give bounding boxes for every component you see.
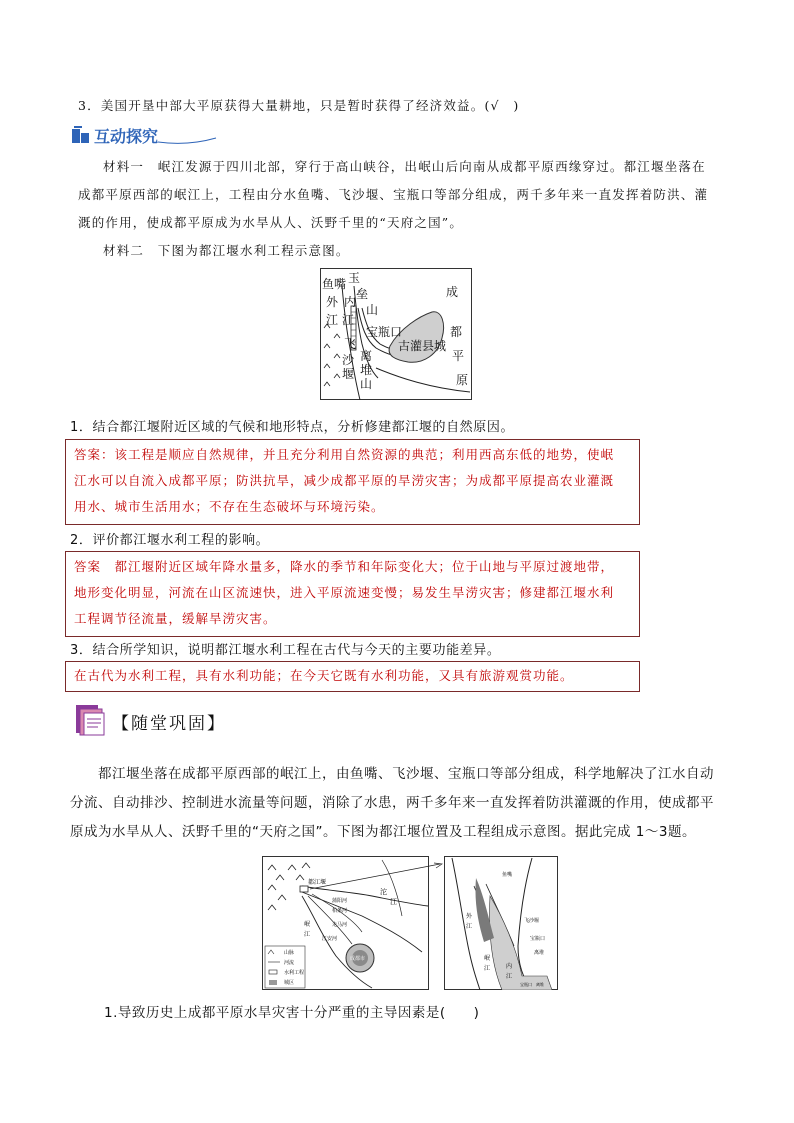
question-2: 2．评价都江堰水利工程的影响。 xyxy=(70,533,270,548)
map2-left-label-7: 岷 xyxy=(304,921,311,928)
map2-left-label-2: 江 xyxy=(390,898,397,906)
consolidation-title: 【随堂巩固】 xyxy=(112,713,226,734)
consolidation-question-1: 1.导致历史上成都平原水旱灾害十分严重的主导因素是( ) xyxy=(104,1005,480,1021)
map1-label-2: 玉 xyxy=(348,271,361,285)
interactive-explore-icon xyxy=(70,126,92,146)
answer-box-3 xyxy=(65,661,640,692)
dujiangyan-schematic-map xyxy=(320,268,472,400)
map2-right-label-7: 江 xyxy=(506,973,513,980)
answer-3-line-1: 在古代为水利工程，具有水利功能；在今天它既有水利功能，又具有旅游观赏功能。 xyxy=(74,668,574,683)
map1-label-9: 宝瓶口 xyxy=(366,325,403,339)
map2-left-label-5: 走马河 xyxy=(332,922,348,928)
question-1: 1．结合都江堰附近区域的气候和地形特点，分析修建都江堰的自然原因。 xyxy=(70,420,515,435)
map1-label-17: 堰 xyxy=(342,367,355,381)
answer-2-line-1: 答案 都江堰附近区域年降水量多，降水的季节和年际变化大；位于山地与平原过渡地带， xyxy=(74,559,615,574)
map2-right-label-1: 飞沙堰 xyxy=(524,918,540,924)
question-3: 3．结合所学知识，说明都江堰水利工程在古代与今天的主要功能差异。 xyxy=(70,643,501,658)
map1-label-20: 山 xyxy=(360,377,373,391)
answer-1-line-3: 用水、城市生活用水；不存在生态破坏与环境污染。 xyxy=(74,499,385,514)
map2-legend-urban: 城区 xyxy=(284,980,295,986)
map1-label-8: 江 xyxy=(342,313,355,327)
map2-left-label-4: 柏条河 xyxy=(332,908,348,914)
map1-label-16: 沙 xyxy=(342,353,355,367)
passage-line-2: 分流、自动排沙、控制进水流量等问题，消除了水患，两千多年来一直发挥着防洪灌溉的作用，使成都平 xyxy=(70,795,714,811)
map2-right-label-11: 离堆 xyxy=(536,982,544,987)
material1-line-1: 材料一 岷江发源于四川北部，穿行于高山峡谷，出岷山后向南从成都平原西缘穿过。都江堰坐落在 xyxy=(103,159,706,174)
map1-label-10: 成 xyxy=(446,285,459,299)
map1-label-7: 江 xyxy=(326,313,339,327)
map2-left-label-9: 成都市 xyxy=(350,956,366,962)
map2-legend-mountain: 山脉 xyxy=(284,950,295,956)
answer-box-2 xyxy=(65,551,640,637)
map2-right-label-6: 内 xyxy=(506,963,513,970)
section-heading xyxy=(70,124,218,147)
answer-2-line-3: 工程调节径流量，缓解旱涝灾害。 xyxy=(74,611,277,626)
map2-legend-works: 水利工程 xyxy=(284,970,305,976)
map2-right-label-5: 江 xyxy=(484,965,491,972)
map1-label-18: 离 xyxy=(360,349,373,363)
material2-caption: 材料二 下图为都江堰水利工程示意图。 xyxy=(103,243,350,258)
map2-right-label-8: 外 xyxy=(466,913,473,920)
passage xyxy=(70,760,730,847)
book-stack-icon xyxy=(72,703,108,739)
map2-legend-river: 河流 xyxy=(284,960,295,966)
material1-line-2: 成都平原西部的岷江上，工程由分水鱼嘴、飞沙堰、宝瓶口等部分组成，两千多年来一直发挥着防洪、灌 xyxy=(78,187,709,202)
answer-2-line-2: 地形变化明显，河流在山区流速快，进入平原流速变慢；易发生旱涝灾害；修建都江堰水利 xyxy=(74,585,615,600)
map2-left-label-3: 蒲阳河 xyxy=(332,898,348,904)
passage-line-3: 原成为水旱从人、沃野千里的“天府之国”。下图为都江堰位置及工程组成示意图。据此完成 1～3题。 xyxy=(70,824,696,840)
map1-label-0: 鱼 xyxy=(322,277,335,291)
answer-box-1 xyxy=(65,439,640,525)
map1-label-13: 原 xyxy=(456,373,469,387)
map2-left-label-8: 江 xyxy=(304,931,311,938)
dujiangyan-location-map xyxy=(262,856,558,990)
map1-label-6: 内 xyxy=(344,295,357,309)
title-underline-decoration xyxy=(158,126,218,146)
material1-line-3: 溉的作用，使成都平原成为水旱从人、沃野千里的“天府之国”。 xyxy=(78,215,464,230)
map2-right-label-9: 江 xyxy=(466,923,473,930)
map2-left-label-6: 江安河 xyxy=(322,936,338,942)
map2-right-label-2: 宝瓶口 xyxy=(530,936,546,942)
answer-1-line-2: 江水可以自流入成都平原；防洪抗旱，减少成都平原的旱涝灾害；为成都平原提高农业灌溉 xyxy=(74,473,615,488)
answer-1-line-1: 答案：该工程是顺应自然规律，并且充分利用自然资源的典范；利用西高东低的地势，使岷 xyxy=(74,447,615,462)
map1-label-14: 古灌县城 xyxy=(398,339,447,353)
map2-left-label-1: 沱 xyxy=(380,888,387,896)
passage-line-1: 都江堰坐落在成都平原西部的岷江上，由鱼嘴、飞沙堰、宝瓶口等部分组成，科学地解决了江水自动 xyxy=(98,766,714,782)
map1-label-4: 山 xyxy=(366,303,379,317)
map1-label-12: 平 xyxy=(452,349,465,363)
map2-right-label-10: 宝瓶口 xyxy=(520,982,532,987)
map1-label-11: 都 xyxy=(450,325,463,339)
map1-label-15: 飞 xyxy=(344,337,357,351)
map1-label-1: 嘴 xyxy=(334,277,347,291)
map1-label-3: 垒 xyxy=(356,287,369,301)
map2-left-label-0: 都江堰 xyxy=(308,879,327,886)
map1-label-5: 外 xyxy=(326,295,339,309)
map1-label-19: 堆 xyxy=(360,363,373,377)
map2-right-label-0: 鱼嘴 xyxy=(502,872,513,878)
consolidation-heading xyxy=(72,703,226,739)
map2-right-label-3: 离堆 xyxy=(534,950,545,956)
item-3-statement: 3．美国开垦中部大平原获得大量耕地，只是暂时获得了经济效益。(√ ) xyxy=(78,98,520,113)
map2-right-label-4: 岷 xyxy=(484,955,491,962)
section-title: 互动探究 xyxy=(94,127,159,146)
